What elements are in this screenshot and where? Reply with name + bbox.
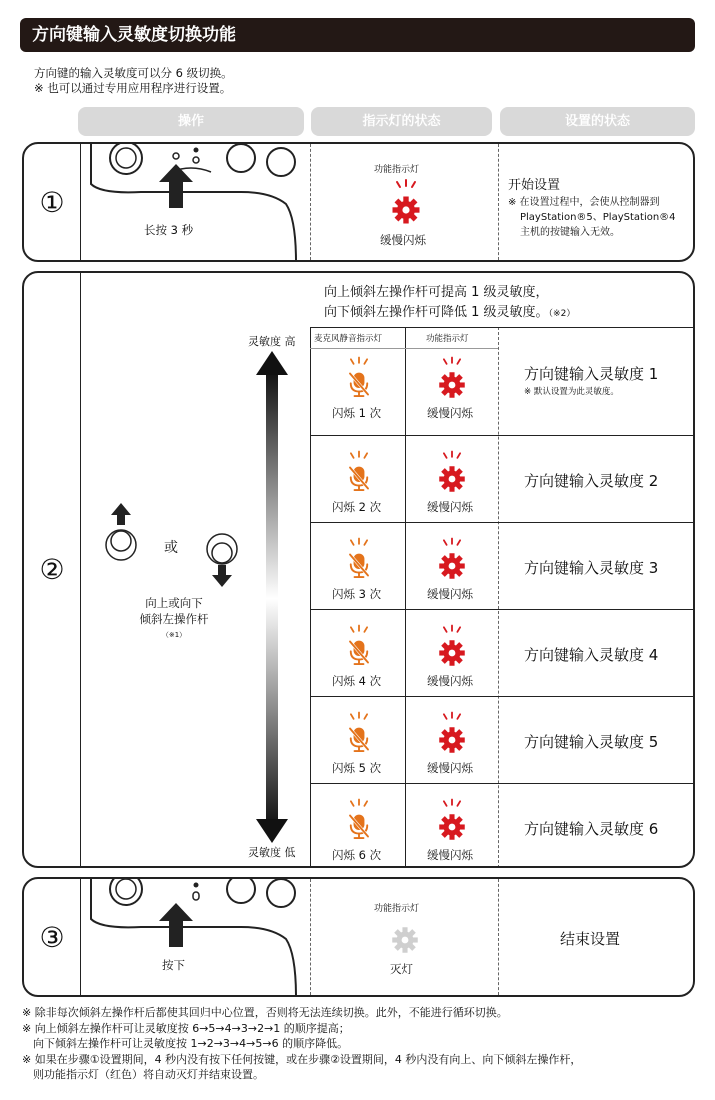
mic-state: 闪烁 5 次 — [332, 761, 382, 775]
step-1-indicator-state: 缓慢闪烁 — [380, 233, 426, 247]
function-gear-icon — [435, 462, 469, 496]
step-3-panel — [22, 877, 695, 997]
header-action: 操作 — [78, 107, 304, 136]
function-gear-icon — [435, 723, 469, 757]
header-status: 设置的状态 — [500, 107, 695, 136]
action-line: 倾斜左操作杆 — [139, 612, 209, 626]
function-gear-icon — [435, 810, 469, 844]
function-gear-icon — [388, 923, 422, 957]
step-3-action-label: 按下 — [162, 958, 185, 972]
default-note: ※ 默认设置为此灵敏度。 — [524, 387, 619, 397]
footnote: 向下倾斜左操作杆可让灵敏度按 1→2→3→4→5→6 的顺序降低。 — [22, 1037, 349, 1050]
footnote: ※ 如果在步骤①设置期间，4 秒内没有按下任何按键，或在步骤②设置期间，4 秒内没有向上、向下倾斜左操作杆， — [22, 1052, 582, 1066]
controller-illustration — [81, 144, 311, 262]
light-rays-icon — [434, 355, 470, 369]
step-1-panel — [22, 142, 695, 262]
step-1-status-title: 开始设置 — [508, 178, 561, 193]
mic-mute-icon — [344, 811, 374, 841]
or-label: 或 — [164, 540, 178, 556]
light-rays-icon — [341, 536, 377, 550]
note-line: ※ 在设置过程中，会使从控制器到 — [508, 197, 660, 208]
sensitivity-high-label: 灵敏度 高 — [248, 335, 296, 348]
light-rays-icon — [341, 623, 377, 637]
step-2-panel — [22, 271, 695, 868]
func-state: 缓慢闪烁 — [427, 848, 473, 862]
footnote: ※ 向上倾斜左操作杆可让灵敏度按 6→5→4→3→2→1 的顺序提高； — [22, 1021, 350, 1035]
sensitivity-level: 方向键输入灵敏度 3 — [524, 559, 659, 577]
light-rays-icon — [341, 449, 377, 463]
step-1-action-label: 长按 3 秒 — [144, 223, 194, 237]
instruction-ref: （※2） — [548, 309, 576, 319]
footnotes — [22, 1005, 581, 1083]
function-gear-icon — [388, 192, 424, 228]
func-state: 缓慢闪烁 — [427, 761, 473, 775]
action-line: 向上或向下 — [145, 596, 203, 610]
mic-state: 闪烁 1 次 — [332, 406, 382, 420]
step-1-indicator-label: 功能指示灯 — [374, 165, 420, 175]
action-ref: （※1） — [161, 631, 187, 639]
col-mic-header: 麦克风静音指示灯 — [314, 334, 383, 344]
footnote: 则功能指示灯（红色）将自动灭灯并结束设置。 — [22, 1068, 264, 1081]
light-rays-icon — [341, 355, 377, 369]
light-rays-icon — [434, 710, 470, 724]
header-indicator: 指示灯的状态 — [311, 107, 492, 136]
mic-mute-icon — [344, 463, 374, 493]
sensitivity-level: 方向键输入灵敏度 1 — [524, 365, 659, 383]
light-rays-icon — [434, 536, 470, 550]
controller-illustration — [81, 879, 311, 997]
light-rays-icon — [386, 178, 426, 192]
press-arrow-icon — [159, 164, 193, 208]
sensitivity-row — [24, 609, 693, 696]
step-3-number: ③ — [24, 879, 81, 995]
light-rays-icon — [341, 710, 377, 724]
note-line: 主机的按键输入无效。 — [520, 227, 620, 238]
note-line: PlayStation®5、PlayStation®4 — [520, 212, 676, 223]
intro-text — [34, 66, 233, 96]
sensitivity-row — [24, 349, 693, 435]
function-gear-icon — [435, 636, 469, 670]
mic-state: 闪烁 3 次 — [332, 587, 382, 601]
func-state: 缓慢闪烁 — [427, 674, 473, 688]
sensitivity-row — [24, 435, 693, 522]
col-func-header: 功能指示灯 — [426, 334, 469, 344]
mic-mute-icon — [344, 724, 374, 754]
sensitivity-level: 方向键输入灵敏度 6 — [524, 820, 659, 838]
step-2-number: ② — [24, 273, 81, 866]
mic-state: 闪烁 2 次 — [332, 500, 382, 514]
step-3-indicator-state: 灭灯 — [390, 962, 413, 976]
func-state: 缓慢闪烁 — [427, 587, 473, 601]
sensitivity-row — [24, 522, 693, 609]
step-1-number: ① — [24, 144, 81, 260]
mic-mute-icon — [344, 369, 374, 399]
mic-state: 闪烁 6 次 — [332, 848, 382, 862]
mic-mute-icon — [344, 637, 374, 667]
press-arrow-icon — [159, 903, 193, 947]
func-state: 缓慢闪烁 — [427, 406, 473, 420]
light-rays-icon — [341, 797, 377, 811]
sensitivity-level: 方向键输入灵敏度 4 — [524, 646, 659, 664]
sensitivity-row — [24, 696, 693, 783]
light-rays-icon — [434, 623, 470, 637]
step-3-indicator-label: 功能指示灯 — [374, 904, 420, 914]
sensitivity-level: 方向键输入灵敏度 5 — [524, 733, 659, 751]
instruction-line: 向上倾斜左操作杆可提高 1 级灵敏度， — [324, 285, 549, 300]
step-2-instruction — [324, 283, 575, 324]
page-title: 方向键输入灵敏度切换功能 — [20, 18, 695, 52]
step-3-status-title: 结束设置 — [560, 930, 621, 948]
footnote: ※ 除非每次倾斜左操作杆后都使其回归中心位置，否则将无法连续切换。此外，不能进行循环切换。 — [22, 1006, 508, 1019]
sensitivity-row — [24, 783, 693, 868]
light-rays-icon — [434, 797, 470, 811]
sensitivity-level: 方向键输入灵敏度 2 — [524, 472, 659, 490]
func-state: 缓慢闪烁 — [427, 500, 473, 514]
intro-line-1: 方向键的输入灵敏度可以分 6 级切换。 — [34, 66, 233, 80]
step-1-status-note — [508, 195, 676, 240]
mic-mute-icon — [344, 550, 374, 580]
light-rays-icon — [434, 449, 470, 463]
instruction-line: 向下倾斜左操作杆可降低 1 级灵敏度。 — [324, 305, 549, 320]
function-gear-icon — [435, 549, 469, 583]
mic-state: 闪烁 4 次 — [332, 674, 382, 688]
intro-line-2: ※ 也可以通过专用应用程序进行设置。 — [34, 81, 232, 95]
sensitivity-low-label: 灵敏度 低 — [248, 846, 296, 859]
function-gear-icon — [435, 368, 469, 402]
